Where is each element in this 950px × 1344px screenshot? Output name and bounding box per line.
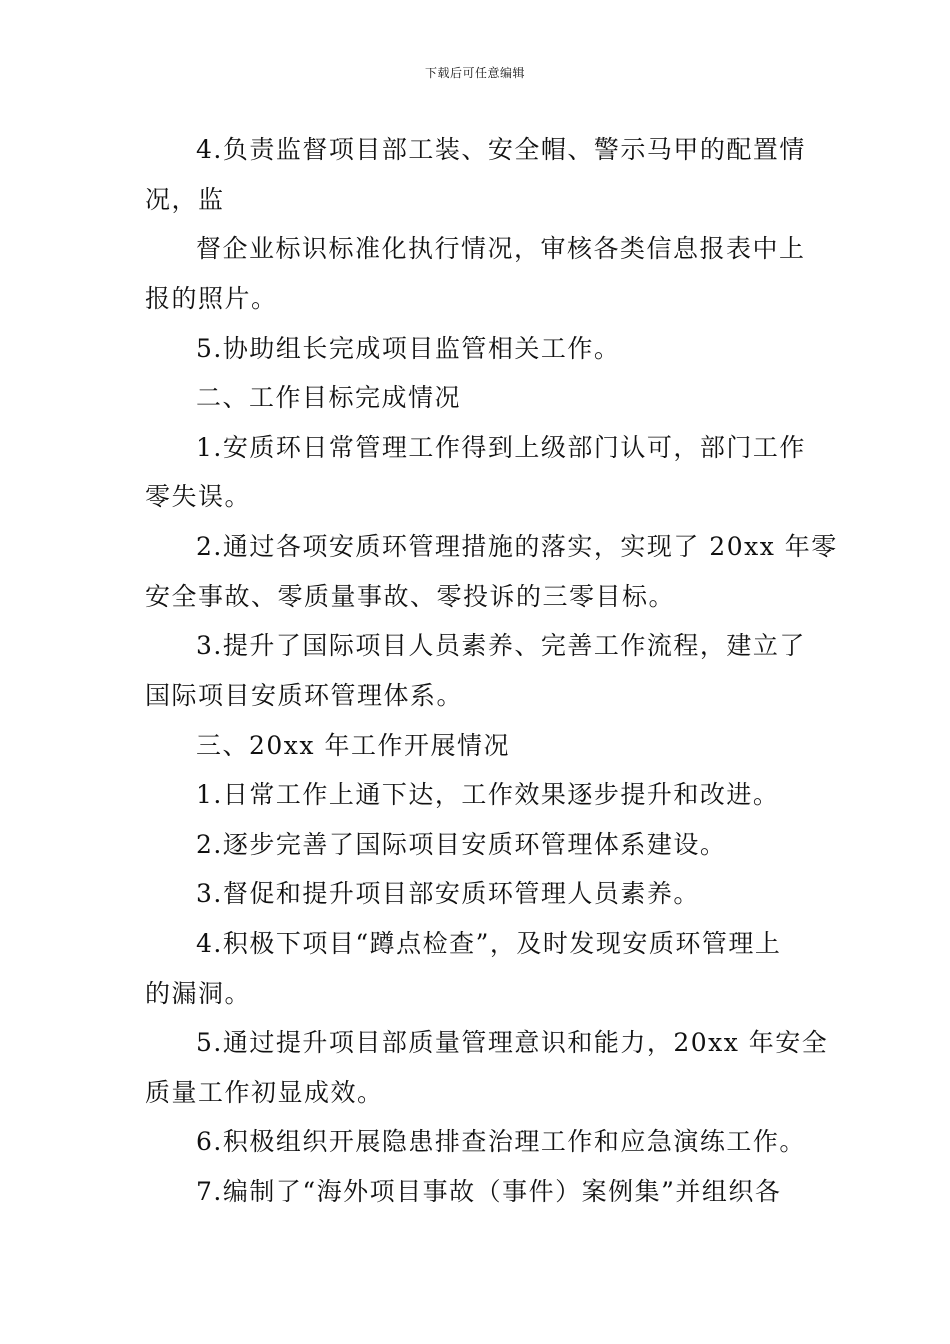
text-line: 6.积极组织开展隐患排查治理工作和应急演练工作。: [196, 1127, 806, 1156]
text-line: 1.安质环日常管理工作得到上级部门认可，部门工作: [196, 433, 806, 462]
text-line: 5.通过提升项目部质量管理意识和能力，20xx 年安全: [196, 1028, 829, 1057]
text-line: 的漏洞。: [145, 979, 252, 1008]
text-line: 7.编制了“海外项目事故（事件）案例集”并组织各: [196, 1177, 782, 1206]
text-line: 零失误。: [145, 482, 252, 511]
text-line: 况，监: [145, 185, 225, 214]
text-line: 5.协助组长完成项目监管相关工作。: [196, 334, 621, 363]
text-line: 安全事故、零质量事故、零投诉的三零目标。: [145, 582, 676, 611]
text-line: 4.积极下项目“蹲点检查”，及时发现安质环管理上: [196, 929, 782, 958]
text-line: 报的照片。: [145, 284, 278, 313]
text-line: 质量工作初显成效。: [145, 1078, 384, 1107]
text-line: 二、工作目标完成情况: [196, 383, 462, 412]
text-line: 国际项目安质环管理体系。: [145, 681, 464, 710]
text-line: 2.通过各项安质环管理措施的落实，实现了 20xx 年零: [196, 532, 838, 561]
text-line: 3.督促和提升项目部安质环管理人员素养。: [196, 879, 700, 908]
text-line: 4.负责监督项目部工装、安全帽、警示马甲的配置情: [196, 135, 806, 164]
text-line: 三、20xx 年工作开展情况: [196, 731, 510, 760]
text-line: 3.提升了国际项目人员素养、完善工作流程，建立了: [196, 631, 806, 660]
text-line: 督企业标识标准化执行情况，审核各类信息报表中上: [196, 234, 806, 263]
text-line: 1.日常工作上通下达，工作效果逐步提升和改进。: [196, 780, 780, 809]
text-line: 2.逐步完善了国际项目安质环管理体系建设。: [196, 830, 727, 859]
page-header: 下载后可任意编辑: [424, 66, 525, 80]
